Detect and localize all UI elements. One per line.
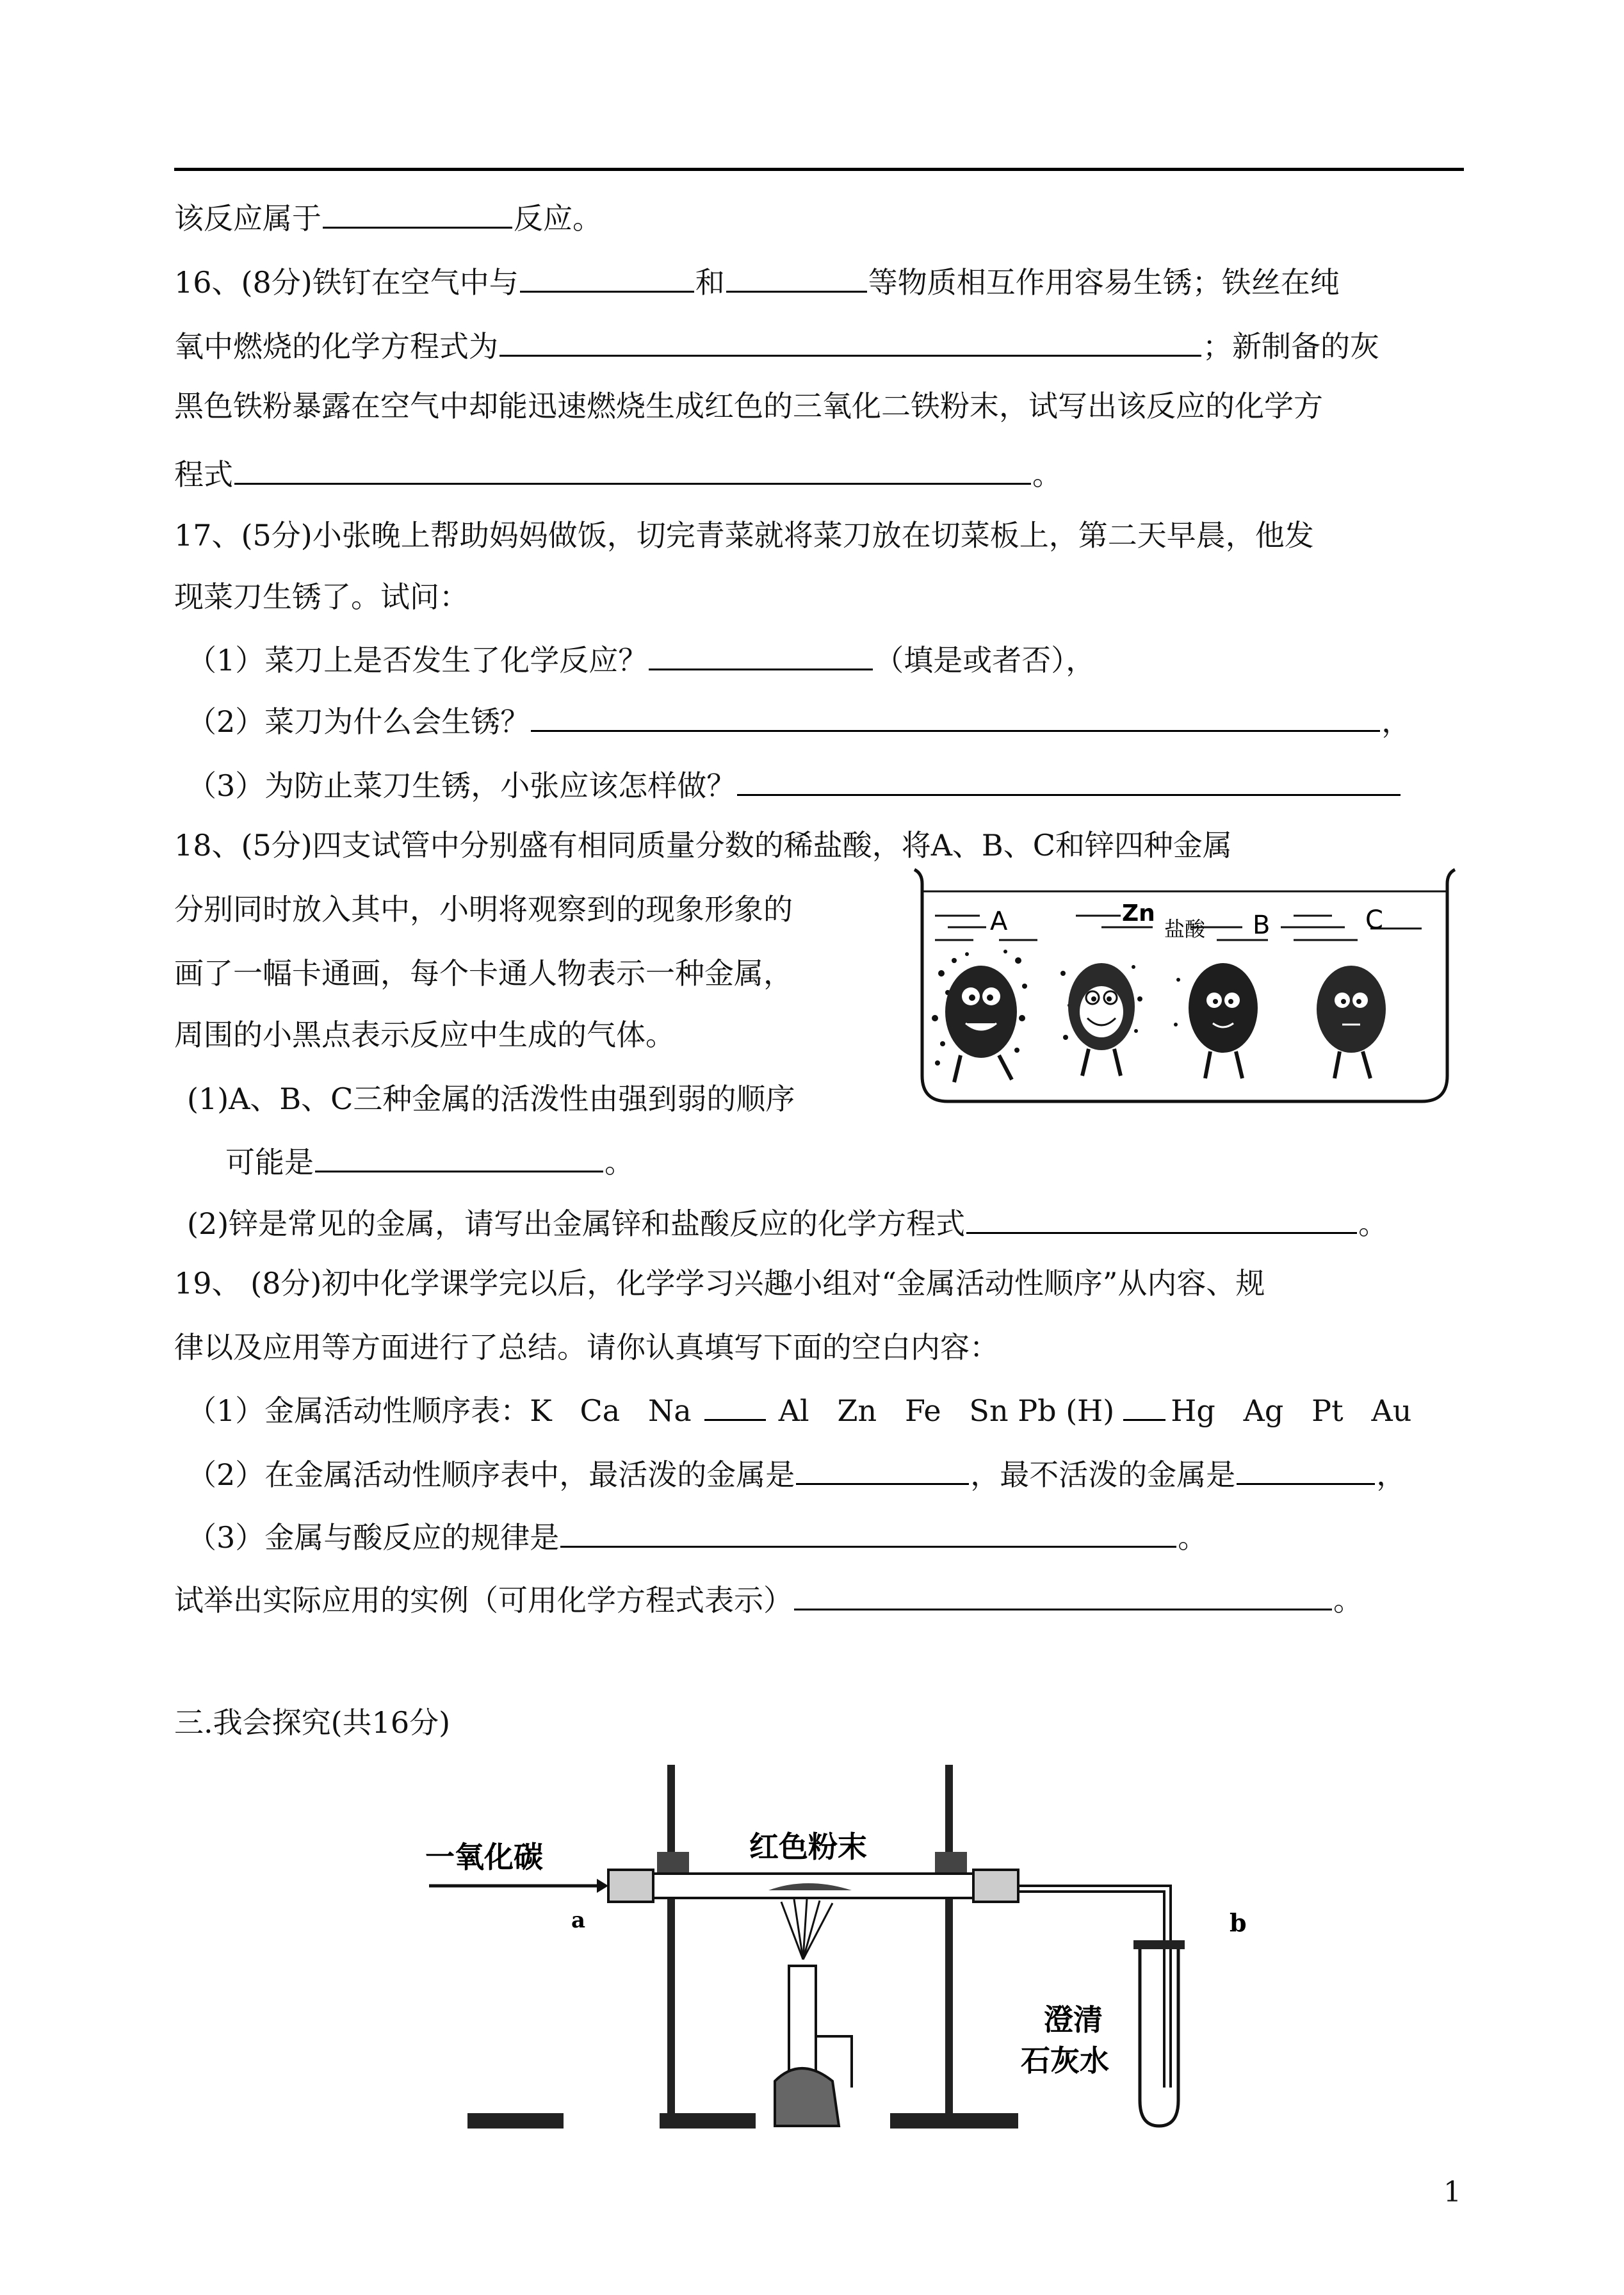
cartoon-metal-a (945, 966, 1017, 1082)
label-a: a (571, 1908, 586, 1933)
q15-tail (174, 197, 602, 238)
answer-blank[interactable] (726, 261, 867, 293)
q19-line-1: 19、 (8分)初中化学课学完以后，化学学习兴趣小组对“金属活动性顺序”从内容、规 (174, 1266, 1265, 1301)
answer-blank[interactable] (794, 1579, 1332, 1610)
text: 氧中燃烧的化学方程式为 (174, 329, 498, 364)
text: （3）金属与酸反应的规律是 (187, 1520, 560, 1555)
answer-blank[interactable] (1123, 1390, 1165, 1421)
label-zn: Zn (1122, 900, 1155, 927)
cartoon-metal-c (1317, 966, 1386, 1078)
cartoon-metal-zn (1068, 963, 1135, 1076)
q19-line-2: 律以及应用等方面进行了总结。请你认真填写下面的空白内容： (174, 1330, 999, 1365)
text: （填是或者否）， (874, 643, 1096, 677)
flame-icon (781, 1899, 832, 1959)
metal-series-1: K Ca Na (530, 1393, 692, 1428)
q19-sub-1 (187, 1390, 1411, 1430)
q18-line-1: 18、(5分)四支试管中分别盛有相同质量分数的稀盐酸，将A、B、C和锌四种金属 (174, 828, 1232, 863)
text: 。 (605, 1145, 634, 1180)
text: (2)锌是常见的金属，请写出金属锌和盐酸反应的化学方程式 (187, 1206, 966, 1241)
label-red-powder: 红色粉末 (749, 1829, 867, 1864)
q18-line-4: 周围的小黑点表示反应中生成的气体。 (174, 1018, 675, 1052)
answer-blank[interactable] (1237, 1454, 1375, 1485)
answer-blank[interactable] (966, 1203, 1357, 1234)
metal-series-3: Hg Ag Pt Au (1171, 1393, 1412, 1428)
text: 和 (695, 265, 725, 300)
answer-blank[interactable] (315, 1141, 603, 1172)
q16-line-3: 黑色铁粉暴露在空气中却能迅速燃烧生成红色的三氧化二铁粉末，试写出该反应的化学方 (174, 389, 1323, 423)
label-b: B (1253, 911, 1271, 940)
q19-sub-3 (187, 1516, 1207, 1557)
text: （1）金属活动性顺序表： (187, 1393, 530, 1428)
q17-sub-2 (187, 701, 1411, 741)
q17-sub-1 (187, 639, 1095, 679)
header-rule (174, 168, 1464, 171)
q17-sub-3 (187, 765, 1402, 805)
label-a: A (990, 907, 1008, 936)
text: 。 (1032, 457, 1062, 492)
q16-line-2 (174, 325, 1379, 366)
text: 试举出实际应用的实例（可用化学方程式表示） (174, 1583, 793, 1618)
answer-blank[interactable] (323, 197, 512, 229)
q18-line-2: 分别同时放入其中，小明将观察到的现象形象的 (174, 892, 793, 927)
text: （2）在金属活动性顺序表中，最活泼的金属是 (187, 1457, 795, 1492)
label-lime-2: 石灰水 (1021, 2043, 1109, 2078)
answer-blank[interactable] (234, 453, 1031, 485)
co-reduction-apparatus (416, 1755, 1281, 2139)
text: 可能是 (225, 1145, 314, 1180)
q17-line-2: 现菜刀生锈了。试问： (174, 580, 469, 614)
text: （3）为防止菜刀生锈，小张应该怎样做？ (187, 768, 736, 803)
q19-sub-4 (174, 1579, 1363, 1619)
text: ， (1381, 704, 1411, 739)
metal-cartoon-figure (909, 864, 1460, 1108)
answer-blank[interactable] (737, 765, 1401, 796)
label-co: 一氧化碳 (425, 1840, 543, 1874)
cartoon-metal-b (1189, 963, 1258, 1078)
text: 程式 (174, 457, 233, 492)
text: 等物质相互作用容易生锈；铁丝在纯 (868, 265, 1340, 300)
q18-sub-2 (187, 1203, 1388, 1243)
label-lime-1: 澄清 (1044, 2002, 1103, 2037)
q16-line-4 (174, 453, 1062, 494)
text: 。 (1358, 1206, 1388, 1241)
answer-blank[interactable] (560, 1516, 1176, 1548)
section-3-heading: 三.我会探究(共16分) (174, 1705, 451, 1740)
text: 反应。 (514, 201, 602, 236)
text: ，最不活泼的金属是 (970, 1457, 1236, 1492)
label-acid: 盐酸 (1164, 917, 1206, 941)
alcohol-lamp (775, 1966, 852, 2126)
q17-line-1: 17、(5分)小张晚上帮助妈妈做饭，切完青菜就将菜刀放在切菜板上，第二天早晨，他发 (174, 518, 1314, 553)
text: （2）菜刀为什么会生锈？ (187, 704, 530, 739)
text: 。 (1333, 1583, 1363, 1618)
answer-blank[interactable] (499, 325, 1201, 357)
answer-blank[interactable] (520, 261, 694, 293)
text: （1）菜刀上是否发生了化学反应？ (187, 643, 648, 677)
text: 该反应属于 (174, 201, 321, 236)
answer-blank[interactable] (704, 1390, 766, 1421)
metal-series-2: Al Zn Fe Sn Pb (H) (778, 1393, 1115, 1428)
text: ， (1376, 1457, 1406, 1492)
text: ；新制备的灰 (1203, 329, 1379, 364)
answer-blank[interactable] (649, 639, 873, 670)
text: 。 (1178, 1520, 1208, 1555)
q18-line-3: 画了一幅卡通画，每个卡通人物表示一种金属， (174, 956, 793, 991)
label-c: C (1365, 905, 1383, 935)
answer-blank[interactable] (796, 1454, 969, 1485)
text: 16、(8分)铁钉在空气中与 (174, 265, 519, 300)
page-number: 1 (1443, 2176, 1461, 2209)
q18-sub-1-cont (225, 1141, 634, 1181)
q19-sub-2 (187, 1454, 1406, 1494)
q16-line-1 (174, 261, 1340, 302)
q18-sub-1: (1)A、B、C三种金属的活泼性由强到弱的顺序 (187, 1082, 795, 1116)
answer-blank[interactable] (531, 701, 1380, 732)
label-b: b (1230, 1908, 1247, 1937)
